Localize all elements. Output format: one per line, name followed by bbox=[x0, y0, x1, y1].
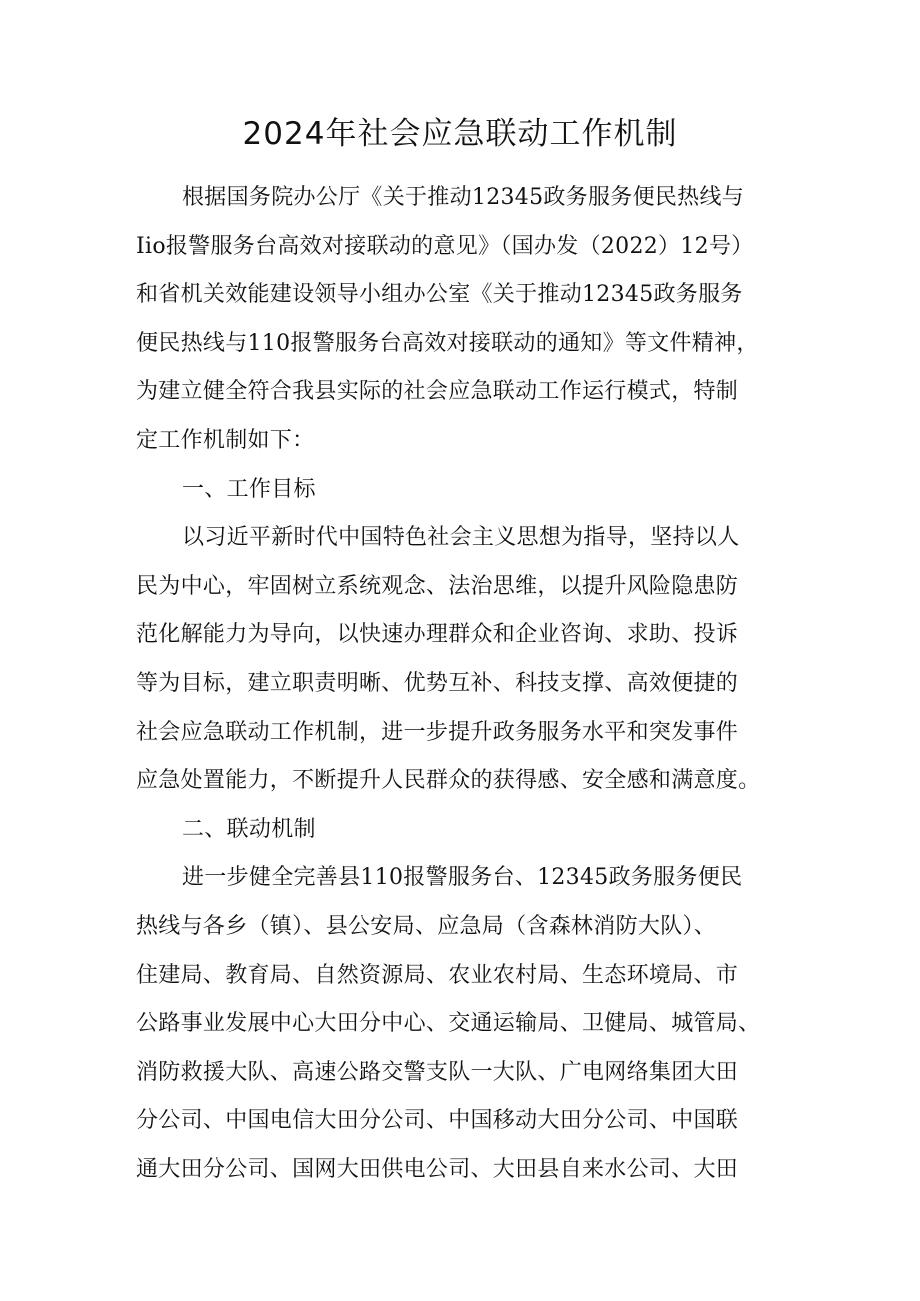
paragraph-goals-line-4: 等为目标，建立职责明晰、优势互补、科技支撑、高效便捷的 bbox=[136, 670, 739, 696]
paragraph-mechanism-line-3: 住建局、教育局、自然资源局、农业农村局、生态环境局、市 bbox=[136, 962, 739, 988]
paragraph-intro-line-1: 根据国务院办公厅《关于推动12345政务服务便民热线与 bbox=[182, 185, 745, 210]
document-title: 2024年社会应急联动工作机制 bbox=[242, 116, 678, 152]
section-heading-mechanism: 二、联动机制 bbox=[182, 816, 316, 842]
paragraph-intro-line-6: 定工作机制如下： bbox=[136, 427, 315, 453]
paragraph-mechanism-line-6: 分公司、中国电信大田分公司、中国移动大田分公司、中国联 bbox=[136, 1108, 739, 1134]
paragraph-mechanism-line-5: 消防救援大队、高速公路交警支队一大队、广电网络集团大田 bbox=[136, 1059, 739, 1085]
paragraph-intro-line-2: Iio报警服务台高效对接联动的意见》（国办发（2022）12号） bbox=[136, 233, 754, 259]
paragraph-mechanism-line-4: 公路事业发展中心大田分中心、交通运输局、卫健局、城管局、 bbox=[136, 1011, 761, 1037]
paragraph-goals-line-5: 社会应急联动工作机制，进一步提升政务服务水平和突发事件 bbox=[136, 719, 739, 745]
paragraph-mechanism-line-7: 通大田分公司、国网大田供电公司、大田县自来水公司、大田 bbox=[136, 1156, 739, 1182]
paragraph-intro-line-5: 为建立健全符合我县实际的社会应急联动工作运行模式，特制 bbox=[136, 379, 739, 405]
paragraph-goals-line-2: 民为中心，牢固树立系统观念、法治思维，以提升风险隐患防 bbox=[136, 573, 739, 599]
paragraph-goals-line-3: 范化解能力为导向，以快速办理群众和企业咨询、求助、投诉 bbox=[136, 622, 739, 648]
paragraph-intro-line-3: 和省机关效能建设领导小组办公室《关于推动12345政务服务 bbox=[136, 282, 743, 308]
paragraph-goals-line-1: 以习近平新时代中国特色社会主义思想为指导，坚持以人 bbox=[182, 525, 740, 551]
paragraph-goals-line-6: 应急处置能力，不断提升人民群众的获得感、安全感和满意度。 bbox=[136, 768, 761, 794]
section-heading-goals: 一、工作目标 bbox=[182, 476, 316, 502]
paragraph-mechanism-line-1: 进一步健全完善县110报警服务台、12345政务服务便民 bbox=[182, 865, 743, 891]
document-body bbox=[136, 174, 794, 1194]
paragraph-mechanism-line-2: 热线与各乡（镇）、县公安局、应急局（含森林消防大队）、 bbox=[136, 913, 717, 939]
paragraph-intro-line-4: 便民热线与110报警服务台高效对接联动的通知》等文件精神， bbox=[136, 330, 759, 356]
